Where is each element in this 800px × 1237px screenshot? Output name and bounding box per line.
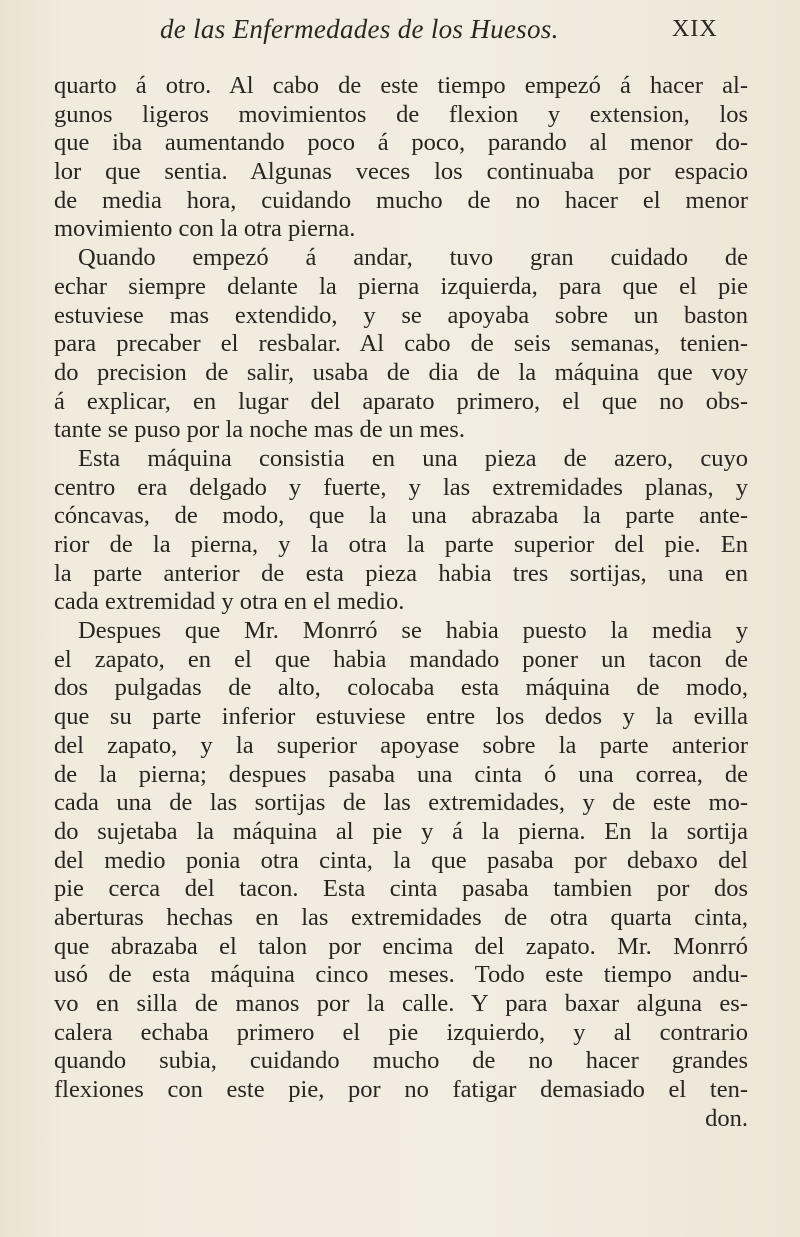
text-line: para precaber el resbalar. Al cabo de seis semanas, tenien-	[54, 330, 748, 358]
text-line: flexiones con este pie, por no fatigar demasiado el ten-	[54, 1076, 748, 1104]
text-line: que iba aumentando poco á poco, parando al menor do-	[54, 129, 748, 157]
text-line: Quando empezó á andar, tuvo gran cuidado de	[78, 244, 748, 272]
text-line: tante se puso por la noche mas de un mes.	[54, 416, 465, 444]
text-line: vo en silla de manos por la calle. Y para baxar alguna es-	[54, 990, 748, 1017]
text-line: cada una de las sortijas de las extremidades, y de este mo-	[54, 789, 748, 817]
text-line: aberturas hechas en las extremidades de otra quarta cinta,	[54, 903, 748, 931]
text-line: de media hora, cuidando mucho de no hacer el menor	[54, 186, 748, 214]
body-text	[54, 72, 748, 1133]
text-line: que su parte inferior estuviese entre los dedos y la evilla	[54, 703, 748, 731]
text-line: que abrazaba el talon por encima del zapato. Mr. Monrró	[54, 932, 748, 960]
text-line: de la pierna; despues pasaba una cinta ó una correa, de	[54, 760, 748, 788]
text-line: á explicar, en lugar del aparato primero, el que no obs-	[54, 387, 748, 415]
text-line: calera echaba primero el pie izquierdo, y al contrario	[54, 1018, 748, 1046]
text-line: la parte anterior de esta pieza habia tres sortijas, una en	[54, 559, 748, 587]
text-line: don.	[705, 1104, 748, 1132]
text-line: cóncavas, de modo, que la una abrazaba la parte ante-	[54, 502, 748, 530]
text-line: do precision de salir, usaba de dia de la máquina que voy	[54, 358, 748, 386]
text-line: rior de la pierna, y la otra la parte superior del pie. En	[54, 531, 748, 558]
text-line: echar siempre delante la pierna izquierda, para que el pie	[54, 272, 748, 300]
text-line: centro era delgado y fuerte, y las extremidades planas, y	[54, 473, 748, 501]
text-line: del zapato, y la superior apoyase sobre la parte anterior	[54, 731, 748, 759]
text-line: del medio ponia otra cinta, la que pasaba por debaxo del	[54, 846, 748, 874]
page-header	[0, 14, 800, 54]
text-line: movimiento con la otra pierna.	[54, 215, 356, 243]
text-line: dos pulgadas de alto, colocaba esta máquina de modo,	[54, 674, 748, 702]
text-line: do sujetaba la máquina al pie y á la pierna. En la sortija	[54, 817, 748, 845]
text-line: cada extremidad y otra en el medio.	[54, 588, 405, 616]
text-line: Despues que Mr. Monrró se habia puesto la media y	[78, 617, 748, 645]
text-line: quando subia, cuidando mucho de no hacer grandes	[54, 1047, 748, 1075]
text-line: quarto á otro. Al cabo de este tiempo empezó á hacer al-	[54, 72, 748, 99]
text-line: pie cerca del tacon. Esta cinta pasaba tambien por dos	[54, 875, 748, 903]
text-line: usó de esta máquina cinco meses. Todo este tiempo andu-	[54, 961, 748, 989]
text-line: estuviese mas extendido, y se apoyaba sobre un baston	[54, 301, 748, 329]
running-head: de las Enfermedades de los Huesos.	[160, 14, 559, 44]
text-line: gunos ligeros movimientos de flexion y extension, los	[54, 100, 748, 128]
text-line: Esta máquina consistia en una pieza de azero, cuyo	[78, 444, 748, 472]
text-line: lor que sentia. Algunas veces los continuaba por espacio	[54, 158, 748, 186]
text-line: el zapato, en el que habia mandado poner un tacon de	[54, 645, 748, 673]
page-number: XIX	[672, 16, 718, 42]
